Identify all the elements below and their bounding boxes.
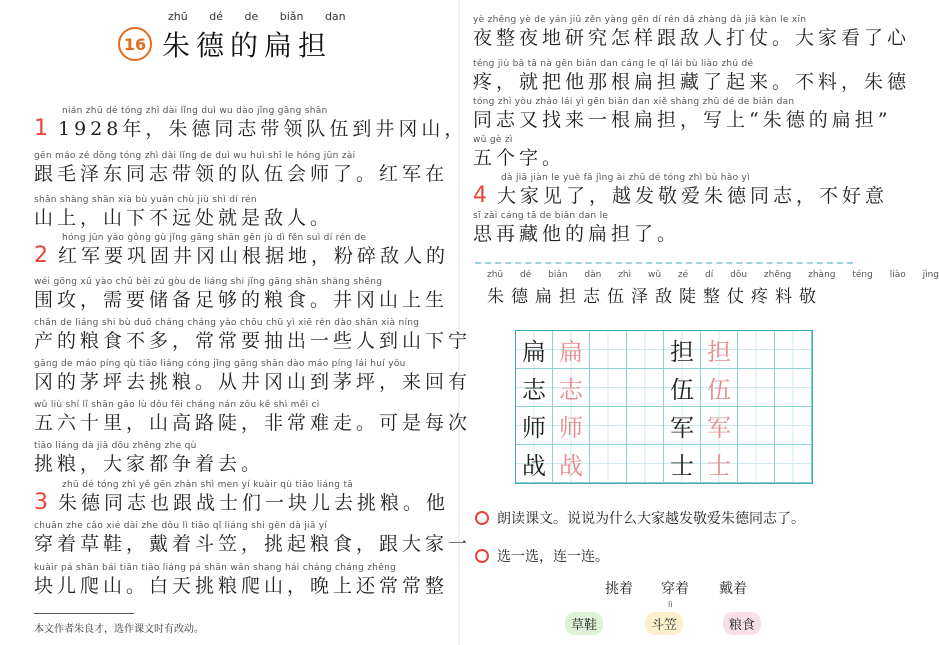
grid-cell: 战	[516, 445, 553, 483]
title-pinyin: zhū dé de biǎn dan	[168, 10, 346, 23]
grid-cell: 师	[553, 407, 590, 445]
title-text: 朱德的扁担	[162, 29, 333, 62]
grid-cell	[627, 407, 664, 445]
grid-cell	[738, 445, 775, 483]
lesson-number-badge: 16	[118, 27, 152, 61]
text-line: wǔ gè zì 五个字。	[473, 135, 566, 169]
exercise-read-aloud: 朗读课文。说说为什么大家越发敬爱朱德同志了。	[475, 508, 805, 528]
grid-cell: 士	[664, 445, 701, 483]
grid-cell: 军	[664, 407, 701, 445]
footnote-rule	[34, 613, 134, 614]
right-page	[465, 0, 939, 645]
match-verb[interactable]: 挑着	[605, 581, 633, 597]
bullet-circle-icon	[475, 549, 489, 563]
match-verb[interactable]: 穿着	[661, 581, 689, 597]
grid-cell	[738, 407, 775, 445]
text-line: gāng de máo píng qù tiāo liáng cóng jǐng gāng shān dào máo píng lái huí yǒu 冈的茅坪去挑粮。从井冈山到茅坪，来回有	[34, 359, 472, 393]
exercise-match: 选一选，连一连。	[475, 546, 609, 566]
match-noun[interactable]: 粮食	[723, 612, 761, 635]
grid-cell: 战	[553, 445, 590, 483]
text-line: wǔ liù shí lǐ shān gāo lù dǒu fēi cháng nán zǒu kě shì měi cì 五六十里，山高路陡，非常难走。可是每次	[34, 400, 472, 434]
text-line: tóng zhì yòu zhǎo lái yì gēn biǎn dan xiě shàng zhū dé de biǎn dan 同志又找来一根扁担，写上“朱德的扁担”	[473, 97, 892, 131]
grid-cell: 志	[516, 369, 553, 407]
grid-cell: 伍	[701, 369, 738, 407]
grid-cell: 师	[516, 407, 553, 445]
match-noun[interactable]: 草鞋	[565, 612, 603, 635]
grid-cell: 扁	[516, 331, 553, 369]
paragraph-number: 3	[34, 490, 52, 515]
text-line: gēn máo zé dōng tóng zhì dài lǐng de duì wu huì shī le hóng jūn zài 跟毛泽东同志带领的队伍会师了。红军在	[34, 151, 449, 185]
grid-cell	[590, 445, 627, 483]
match-pinyin: lì	[668, 600, 673, 609]
grid-cell: 军	[701, 407, 738, 445]
grid-cell: 士	[701, 445, 738, 483]
grid-cell: 扁	[553, 331, 590, 369]
grid-cell: 担	[701, 331, 738, 369]
text-line: chuān zhe cǎo xié dài zhe dǒu lì tiāo qǐ liáng shi gēn dà jiā yí 穿着草鞋，戴着斗笠，挑起粮食，跟大家一	[34, 521, 472, 555]
section-divider	[475, 262, 853, 264]
match-verb[interactable]: 戴着	[719, 581, 747, 597]
paragraph-number: 1	[34, 116, 52, 141]
writing-practice-grid	[515, 330, 813, 484]
grid-cell	[590, 407, 627, 445]
grid-cell	[775, 331, 812, 369]
grid-cell	[627, 369, 664, 407]
text-line: wéi gōng xū yào chǔ bèi zú gòu de liáng shi jǐng gāng shān shàng shēng 围攻，需要储备足够的粮食。井冈山上生	[34, 277, 449, 311]
text-line: kuàir pá shān bái tiān tiāo liáng pá shān wǎn shang hái cháng cháng zhěng 块儿爬山。白天挑粮爬山，晚上还常常整	[34, 563, 449, 597]
grid-cell	[738, 331, 775, 369]
grid-cell	[775, 369, 812, 407]
paragraph-number: 2	[34, 243, 52, 268]
vocab-pinyin: zhū dé biǎn dàn zhì wǔ zé dí dǒu zhěng zhàng téng liào jìng	[487, 270, 939, 280]
footnote: 本文作者朱良才，选作课文时有改动。	[34, 624, 204, 635]
grid-cell	[775, 445, 812, 483]
paragraph-number: 4	[473, 183, 491, 208]
text-line: dà jiā jiàn le yuè fā jìng ài zhū dé tóng zhì bù hǎo yì 4 大家见了，越发敬爱朱德同志，不好意	[473, 173, 889, 208]
lesson-title	[118, 10, 346, 64]
text-line: zhū dé tóng zhì yě gēn zhàn shì men yí kuàir qù tiāo liáng tā 3 朱德同志也跟战士们一块儿去挑粮。他	[34, 480, 450, 515]
grid-cell	[590, 331, 627, 369]
grid-cell: 伍	[664, 369, 701, 407]
grid-cell	[775, 407, 812, 445]
vocab-characters: 朱德扁担志伍泽敌陡整仗疼料敬	[487, 287, 823, 307]
text-line: sī zài cáng tā de biǎn dan le 思再藏他的扁担了。	[473, 211, 681, 245]
text-line: chǎn de liáng shi bù duō cháng cháng yào chōu chū yì xiē rén dào shān xià níng 产的粮食不多，常常要抽出一些人到山下宁	[34, 318, 472, 352]
grid-cell: 担	[664, 331, 701, 369]
bullet-circle-icon	[475, 511, 489, 525]
grid-cell	[738, 369, 775, 407]
grid-cell: 志	[553, 369, 590, 407]
text-line: nián zhū dé tóng zhì dài lǐng duì wu dào jǐng gāng shān 1 1928年，朱德同志带领队伍到井冈山，	[34, 106, 468, 141]
text-line: téng jiù bǎ tā nà gēn biǎn dan cáng le qǐ lái bù liào zhū dé 疼，就把他那根扁担藏了起来。不料，朱德	[473, 59, 911, 93]
grid-cell	[590, 369, 627, 407]
match-noun[interactable]: 斗笠	[645, 612, 683, 635]
text-line: hóng jūn yào gǒng gù jǐng gāng shān gēn jù dì fěn suì dí rén de 2 红军要巩固井冈山根据地，粉碎敌人的	[34, 233, 450, 268]
grid-cell	[627, 331, 664, 369]
text-line: yè zhěng yè de yán jiū zěn yàng gēn dí rén dǎ zhàng dà jiā kàn le xīn 夜整夜地研究怎样跟敌人打仗。大家看了心	[473, 15, 911, 49]
grid-cell	[627, 445, 664, 483]
text-line: shān shàng shān xià bù yuǎn chù jiù shì dí rén 山上，山下不远处就是敌人。	[34, 195, 334, 229]
text-line: tiāo liáng dà jiā dōu zhēng zhe qù 挑粮，大家都争着去。	[34, 441, 265, 475]
